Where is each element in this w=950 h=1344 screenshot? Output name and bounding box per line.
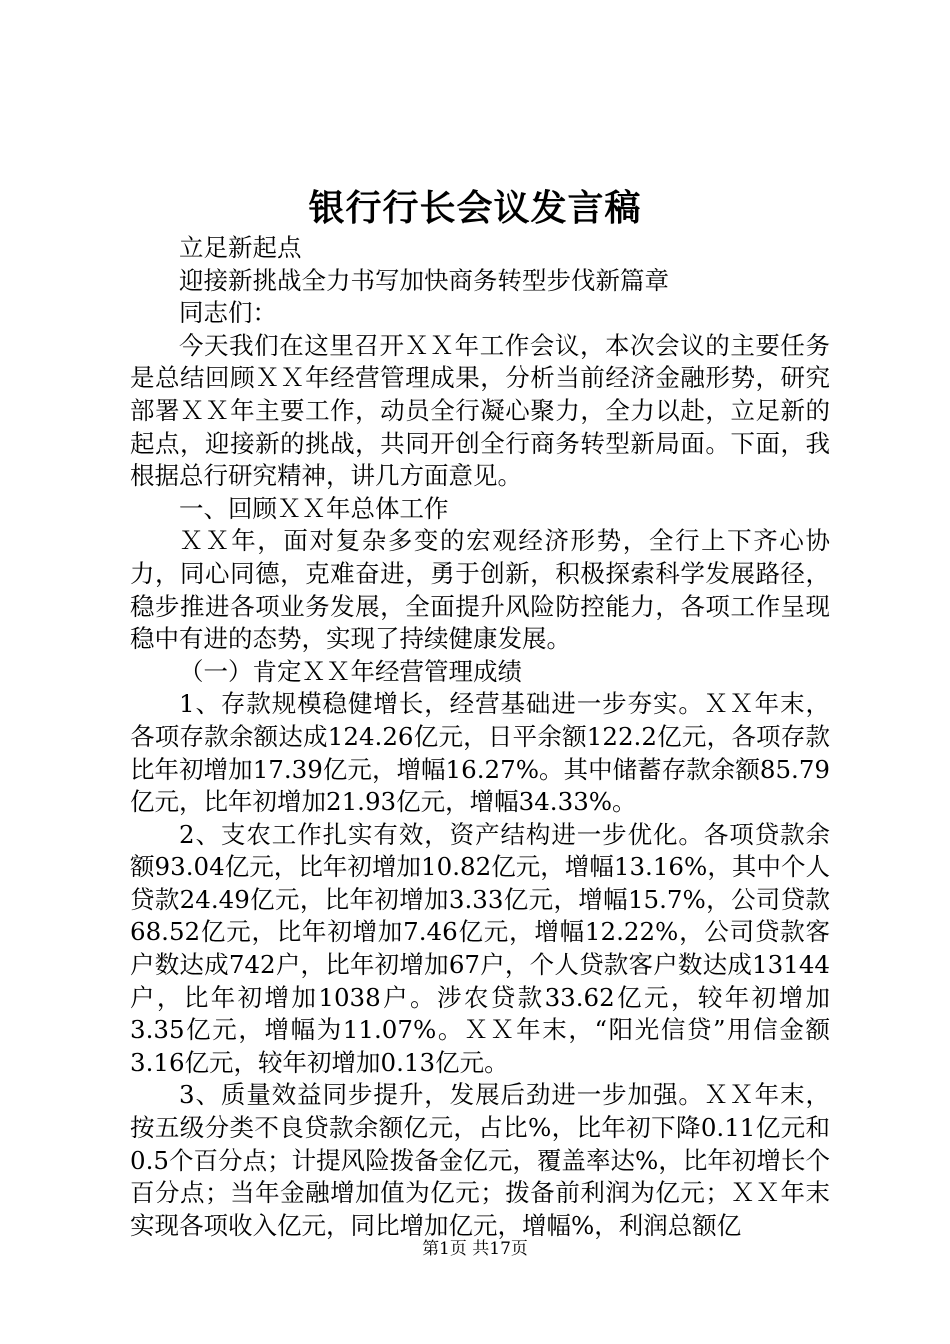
body-paragraph: ＸＸ年，面对复杂多变的宏观经济形势，全行上下齐心协力，同心同德，克难奋进，勇于创新，积极探索科学发展路径，稳步推进各项业务发展，全面提升风险防控能力，各项工作呈现稳中有进的态势，实现了持续健康发展。: [130, 526, 830, 654]
page-number-footer: 第1页 共17页: [422, 1239, 528, 1259]
subtitle-line-1: 立足新起点: [179, 233, 302, 262]
body-paragraph: 2、支农工作扎实有效，资产结构进一步优化。各项贷款余额93.04亿元，比年初增加10.82亿元，增幅13.16%，其中个人贷款24.49亿元，比年初增加3.33亿元，增幅15.7%，公司贷款68.52亿元，比年初增加7.46亿元，增幅12.22%，公司贷款客户数达成742户，比年初增加67户，个人贷款客户数达成13144户，比年初增加1038户。涉农贷款33.62亿元，较年初增加3.35亿元，增幅为11.07%。ＸＸ年末，“阳光信贷”用信金额3.16亿元，较年初增加0.13亿元。: [130, 819, 830, 1077]
subsection-heading: （一）肯定ＸＸ年经营管理成绩: [179, 656, 522, 686]
subtitle-line-2: 迎接新挑战全力书写加快商务转型步伐新篇章: [179, 265, 669, 295]
section-heading: 一、回顾ＸＸ年总体工作: [179, 493, 449, 523]
document-title: 银行行长会议发言稿: [308, 187, 642, 229]
body-paragraph: 今天我们在这里召开ＸＸ年工作会议，本次会议的主要任务是总结回顾ＸＸ年经营管理成果，分析当前经济金融形势，研究部署ＸＸ年主要工作，动员全行凝心聚力，全力以赴，立足新的起点，迎接新的挑战，共同开创全行商务转型新局面。下面，我根据总行研究精神，讲几方面意见。: [130, 330, 830, 491]
body-paragraph: 1、存款规模稳健增长，经营基础进一步夯实。ＸＸ年末，各项存款余额达成124.26亿元，日平余额122.2亿元，各项存款比年初增加17.39亿元，增幅16.27%。其中储蓄存款余额85.79亿元，比年初增加21.93亿元，增幅34.33%。: [130, 689, 830, 817]
salutation: 同志们：: [179, 298, 277, 328]
body-paragraph: 3、质量效益同步提升，发展后劲进一步加强。ＸＸ年末，按五级分类不良贷款余额亿元，占比%，比年初下降0.11亿元和0.5个百分点；计提风险拨备金亿元，覆盖率达%，比年初增长个百分点；当年金融增加值为亿元；拨备前利润为亿元；ＸＸ年末实现各项收入亿元，同比增加亿元，增幅%，利润总额亿: [130, 1080, 830, 1240]
document-body: [130, 232, 830, 1242]
